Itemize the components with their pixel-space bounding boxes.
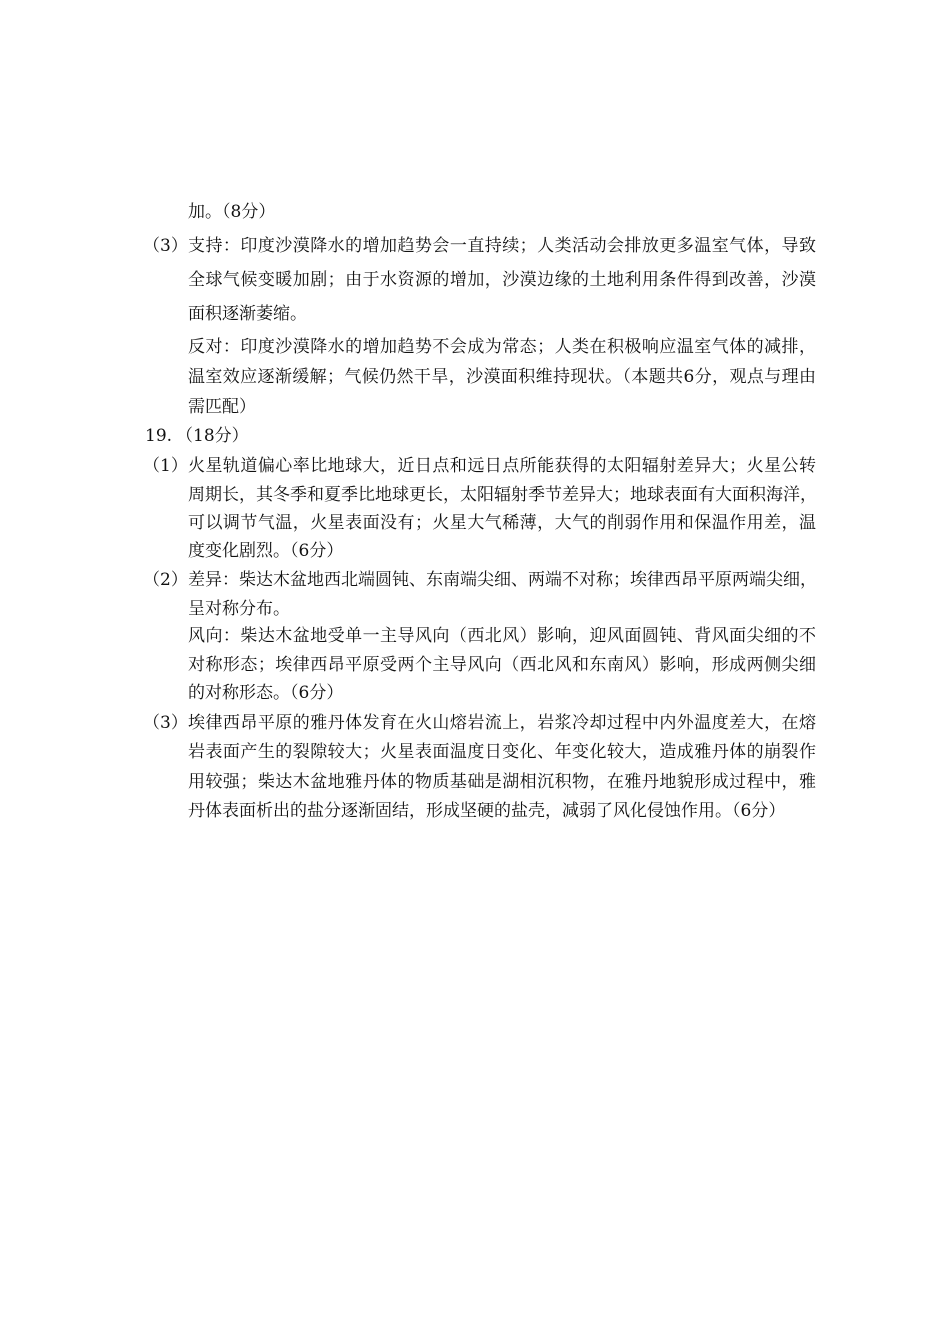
q18-3-oppose-line: 需匹配） (188, 397, 256, 417)
q18-3-support-line: 全球气候变暖加剧；由于水资源的增加，沙漠边缘的土地利用条件得到改善，沙漠 (188, 270, 816, 290)
q18-3-oppose-line: 反对：印度沙漠降水的增加趋势不会成为常态；人类在积极响应温室气体的减排， (188, 337, 816, 357)
q19-3-line: 用较强；柴达木盆地雅丹体的物质基础是湖相沉积物，在雅丹地貌形成过程中，雅 (188, 772, 816, 792)
q19-2-label: （2） (143, 570, 188, 590)
previous-answer-tail: 加。（8分） (188, 202, 276, 222)
q19-2-line: 对称形态；埃律西昂平原受两个主导风向（西北风和东南风）影响，形成两侧尖细 (188, 655, 816, 675)
q19-1-line: 周期长，其冬季和夏季比地球更长，太阳辐射季节差异大；地球表面有大面积海洋， (188, 485, 817, 505)
q18-3-oppose-line: 温室效应逐渐缓解；气候仍然干旱，沙漠面积维持现状。（本题共6分，观点与理由 (188, 367, 816, 387)
q19-2-line: 的对称形态。（6分） (188, 683, 344, 703)
q19-3-line: 埃律西昂平原的雅丹体发育在火山熔岩流上，岩浆冷却过程中内外温度差大，在熔 (188, 713, 816, 733)
q19-1-line: 可以调节气温，火星表面没有；火星大气稀薄，大气的削弱作用和保温作用差，温 (188, 513, 816, 533)
q19-2-line: 风向：柴达木盆地受单一主导风向（西北风）影响，迎风面圆钝、背风面尖细的不 (188, 626, 816, 646)
q19-score: （18分） (176, 426, 249, 446)
q19-2-line: 呈对称分布。 (188, 599, 290, 619)
q19-1-line: 度变化剧烈。（6分） (188, 541, 344, 561)
q19-3-line: 丹体表面析出的盐分逐渐固结，形成坚硬的盐壳，减弱了风化侵蚀作用。（6分） (188, 801, 786, 821)
q19-3-label: （3） (143, 713, 188, 733)
q19-1-label: （1） (143, 456, 188, 476)
q19-1-line: 火星轨道偏心率比地球大，近日点和远日点所能获得的太阳辐射差异大；火星公转 (188, 456, 816, 476)
q18-3-label: （3） (143, 236, 188, 256)
q19-2-line: 差异：柴达木盆地西北端圆钝、东南端尖细、两端不对称；埃律西昂平原两端尖细， (188, 570, 817, 590)
q19-3-line: 岩表面产生的裂隙较大；火星表面温度日变化、年变化较大，造成雅丹体的崩裂作 (188, 742, 816, 762)
q18-3-support-line: 面积逐渐萎缩。 (188, 304, 307, 324)
q18-3-support-line: 支持：印度沙漠降水的增加趋势会一直持续；人类活动会排放更多温室气体，导致 (188, 236, 816, 256)
q19-number: 19. (145, 426, 173, 446)
